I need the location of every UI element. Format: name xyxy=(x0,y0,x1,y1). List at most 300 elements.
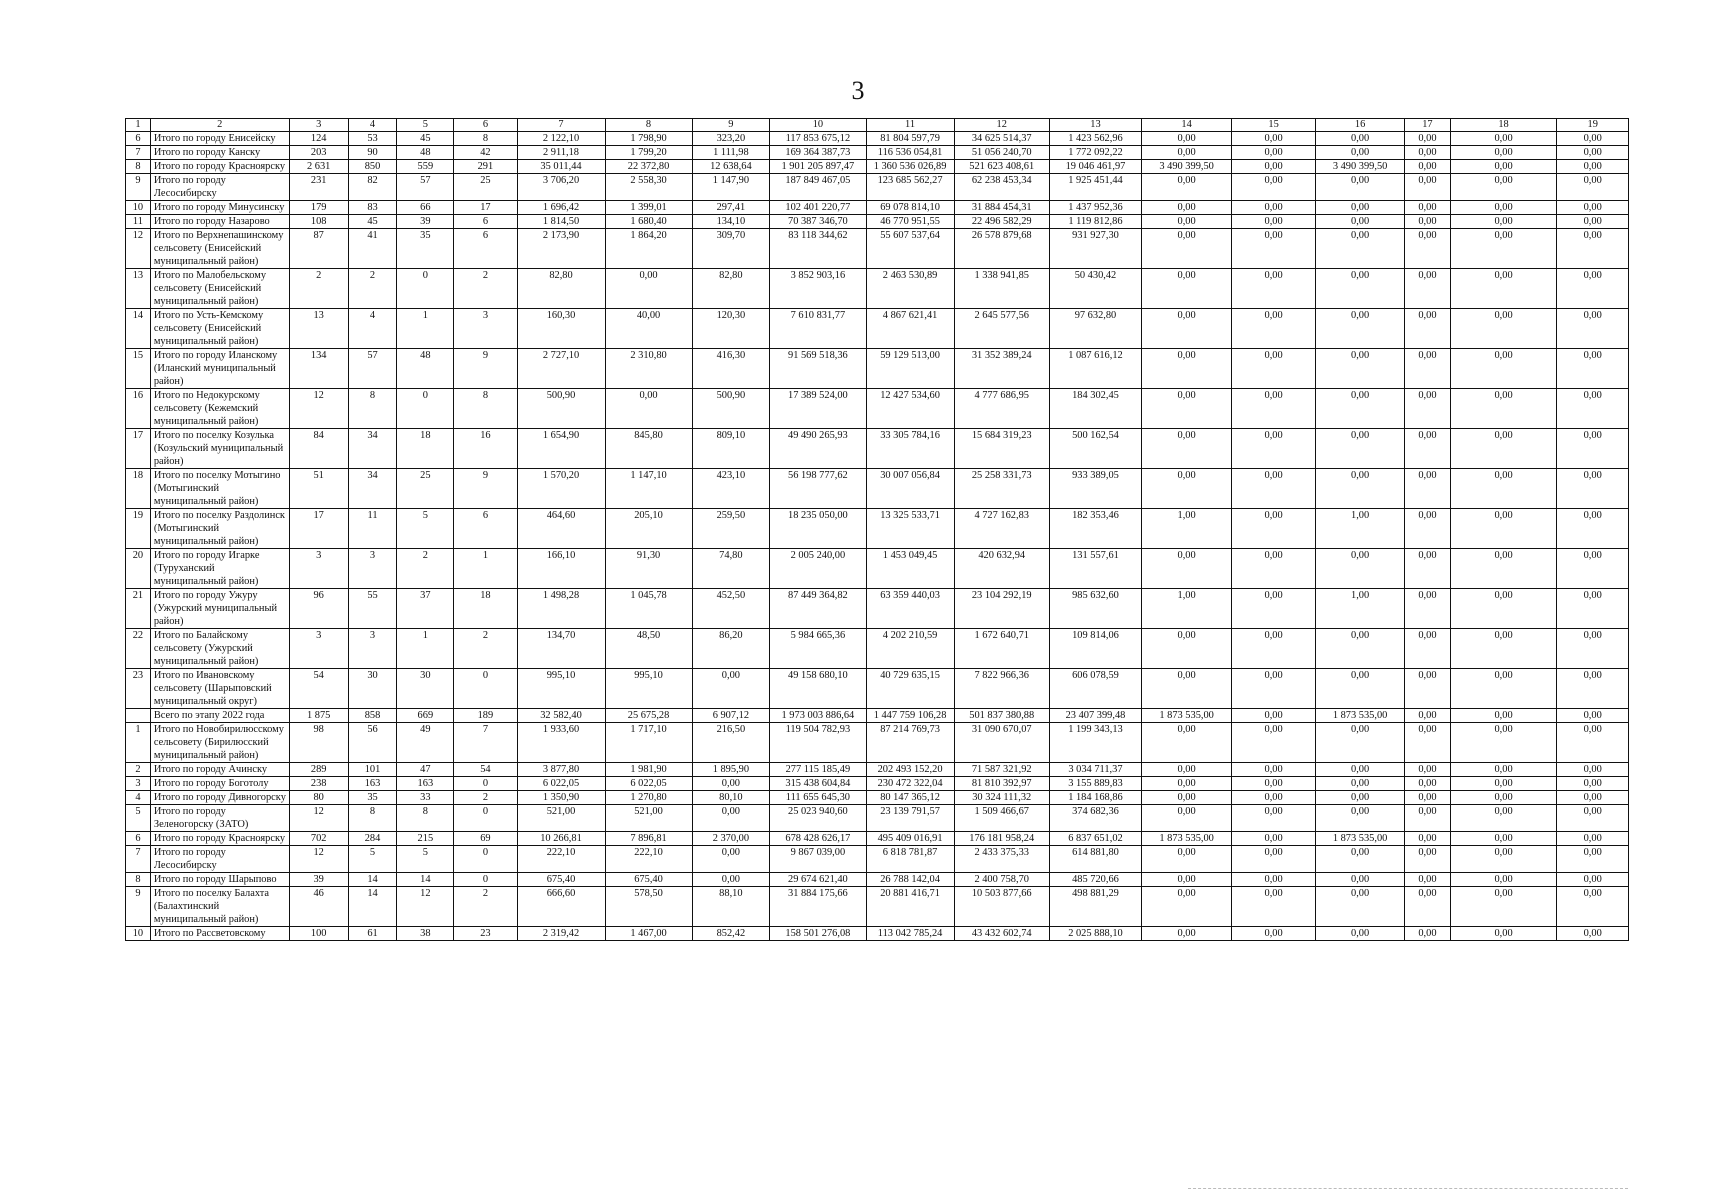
row-name: Итого по Рассветовскому xyxy=(150,927,289,941)
row-name: Итого по городу Иланскому (Иланский муниципальный район) xyxy=(150,349,289,389)
column-header: 11 xyxy=(866,119,954,132)
table-cell: 0,00 xyxy=(1232,429,1316,469)
table-cell: 0,00 xyxy=(1450,349,1557,389)
row-index: 8 xyxy=(126,873,151,887)
table-cell: 0,00 xyxy=(1142,791,1232,805)
table-cell: 0,00 xyxy=(605,269,692,309)
table-cell: 0,00 xyxy=(1450,791,1557,805)
table-cell: 6 xyxy=(454,509,517,549)
table-cell: 160,30 xyxy=(517,309,605,349)
table-cell: 4 777 686,95 xyxy=(954,389,1049,429)
table-cell: 1 873 535,00 xyxy=(1316,709,1405,723)
table-cell: 45 xyxy=(397,132,454,146)
table-cell: 3 706,20 xyxy=(517,174,605,201)
table-cell: 25 xyxy=(454,174,517,201)
table-cell: 0,00 xyxy=(1142,777,1232,791)
table-cell: 231 xyxy=(289,174,348,201)
table-cell: 50 430,42 xyxy=(1049,269,1141,309)
table-cell: 25 023 940,60 xyxy=(770,805,866,832)
table-cell: 3 xyxy=(289,629,348,669)
table-row xyxy=(126,805,1629,832)
table-cell: 0,00 xyxy=(1557,723,1629,763)
table-cell: 0,00 xyxy=(1557,549,1629,589)
table-row xyxy=(126,763,1629,777)
table-cell: 578,50 xyxy=(605,887,692,927)
table-cell: 0,00 xyxy=(1557,509,1629,549)
table-cell: 13 xyxy=(289,309,348,349)
table-cell: 0,00 xyxy=(1405,549,1451,589)
table-cell: 35 xyxy=(397,229,454,269)
table-row xyxy=(126,201,1629,215)
table-cell: 0,00 xyxy=(1232,215,1316,229)
table-cell: 0,00 xyxy=(1450,927,1557,941)
table-cell: 1 570,20 xyxy=(517,469,605,509)
row-index: 16 xyxy=(126,389,151,429)
table-cell: 84 xyxy=(289,429,348,469)
row-index: 12 xyxy=(126,229,151,269)
table-cell: 0,00 xyxy=(1405,146,1451,160)
table-cell: 2 433 375,33 xyxy=(954,846,1049,873)
table-cell: 216,50 xyxy=(692,723,770,763)
table-cell: 0,00 xyxy=(1405,791,1451,805)
table-cell: 2 173,90 xyxy=(517,229,605,269)
table-cell: 0,00 xyxy=(1557,389,1629,429)
table-cell: 123 685 562,27 xyxy=(866,174,954,201)
row-name: Итого по городу Красноярску xyxy=(150,160,289,174)
table-cell: 1,00 xyxy=(1316,509,1405,549)
table-cell: 0,00 xyxy=(1232,201,1316,215)
table-cell: 0,00 xyxy=(1316,723,1405,763)
table-cell: 0,00 xyxy=(1450,723,1557,763)
table-cell: 0,00 xyxy=(1405,723,1451,763)
table-cell: 485 720,66 xyxy=(1049,873,1141,887)
table-cell: 4 727 162,83 xyxy=(954,509,1049,549)
table-cell: 0 xyxy=(454,805,517,832)
table-cell: 0,00 xyxy=(1557,589,1629,629)
table-cell: 163 xyxy=(348,777,397,791)
table-cell: 182 353,46 xyxy=(1049,509,1141,549)
table-cell: 0,00 xyxy=(1232,846,1316,873)
table-cell: 1 xyxy=(397,309,454,349)
table-cell: 0,00 xyxy=(1557,873,1629,887)
table-cell: 809,10 xyxy=(692,429,770,469)
footer-divider xyxy=(1188,1188,1628,1189)
table-cell: 1 453 049,45 xyxy=(866,549,954,589)
row-name: Итого по поселку Мотыгино (Мотыгинский муниципальный район) xyxy=(150,469,289,509)
table-cell: 9 xyxy=(454,349,517,389)
table-cell: 18 xyxy=(454,589,517,629)
table-cell: 0,00 xyxy=(1405,589,1451,629)
table-cell: 500 162,54 xyxy=(1049,429,1141,469)
table-cell: 0,00 xyxy=(1405,927,1451,941)
table-cell: 3 xyxy=(454,309,517,349)
table-cell: 222,10 xyxy=(517,846,605,873)
table-row xyxy=(126,269,1629,309)
table-cell: 0,00 xyxy=(1232,873,1316,887)
page-number: 3 xyxy=(851,76,865,105)
table-cell: 57 xyxy=(397,174,454,201)
table-cell: 117 853 675,12 xyxy=(770,132,866,146)
table-cell: 4 867 621,41 xyxy=(866,309,954,349)
table-cell: 0,00 xyxy=(1405,160,1451,174)
table-cell: 0,00 xyxy=(1405,669,1451,709)
table-cell: 0,00 xyxy=(1405,832,1451,846)
table-cell: 0,00 xyxy=(1450,629,1557,669)
column-header: 18 xyxy=(1450,119,1557,132)
table-cell: 15 684 319,23 xyxy=(954,429,1049,469)
table-cell: 119 504 782,93 xyxy=(770,723,866,763)
table-cell: 2 463 530,89 xyxy=(866,269,954,309)
table-cell: 0,00 xyxy=(1142,389,1232,429)
table-cell: 0,00 xyxy=(1142,887,1232,927)
row-index: 13 xyxy=(126,269,151,309)
table-row xyxy=(126,887,1629,927)
row-name: Итого по городу Шарыпово xyxy=(150,873,289,887)
row-index: 18 xyxy=(126,469,151,509)
table-cell: 0,00 xyxy=(1316,805,1405,832)
table-cell: 66 xyxy=(397,201,454,215)
table-cell: 0,00 xyxy=(1232,146,1316,160)
table-cell: 51 xyxy=(289,469,348,509)
table-cell: 1 680,40 xyxy=(605,215,692,229)
table-cell: 91 569 518,36 xyxy=(770,349,866,389)
table-cell: 1 981,90 xyxy=(605,763,692,777)
table-cell: 0,00 xyxy=(1316,132,1405,146)
table-cell: 0,00 xyxy=(1405,846,1451,873)
table-cell: 0,00 xyxy=(692,777,770,791)
table-cell: 49 490 265,93 xyxy=(770,429,866,469)
table-cell: 31 884 175,66 xyxy=(770,887,866,927)
table-cell: 87 xyxy=(289,229,348,269)
table-cell: 0,00 xyxy=(1405,873,1451,887)
row-index: 3 xyxy=(126,777,151,791)
table-cell: 1 147,10 xyxy=(605,469,692,509)
table-cell: 47 xyxy=(397,763,454,777)
table-cell: 1 717,10 xyxy=(605,723,692,763)
table-cell: 56 xyxy=(348,723,397,763)
table-cell: 0,00 xyxy=(1450,215,1557,229)
table-cell: 0,00 xyxy=(1450,146,1557,160)
table-cell: 420 632,94 xyxy=(954,549,1049,589)
table-cell: 2 645 577,56 xyxy=(954,309,1049,349)
table-cell: 675,40 xyxy=(517,873,605,887)
table-cell: 54 xyxy=(454,763,517,777)
table-cell: 1 xyxy=(454,549,517,589)
table-cell: 29 674 621,40 xyxy=(770,873,866,887)
table-cell: 0,00 xyxy=(1232,927,1316,941)
table-cell: 1 447 759 106,28 xyxy=(866,709,954,723)
table-cell: 0,00 xyxy=(692,805,770,832)
table-cell: 63 359 440,03 xyxy=(866,589,954,629)
table-cell: 0,00 xyxy=(1316,846,1405,873)
row-index: 17 xyxy=(126,429,151,469)
table-cell: 1 933,60 xyxy=(517,723,605,763)
table-cell: 30 xyxy=(397,669,454,709)
table-cell: 2 911,18 xyxy=(517,146,605,160)
table-cell: 40 729 635,15 xyxy=(866,669,954,709)
table-cell: 11 xyxy=(348,509,397,549)
table-cell: 0,00 xyxy=(1450,201,1557,215)
table-cell: 97 632,80 xyxy=(1049,309,1141,349)
table-cell: 14 xyxy=(397,873,454,887)
table-cell: 166,10 xyxy=(517,549,605,589)
table-cell: 6 xyxy=(454,215,517,229)
row-name: Итого по Недокурскому сельсовету (Кежемский муниципальный район) xyxy=(150,389,289,429)
table-cell: 2 xyxy=(454,887,517,927)
table-row xyxy=(126,791,1629,805)
table-cell: 0,00 xyxy=(1450,873,1557,887)
table-cell: 0,00 xyxy=(1232,349,1316,389)
table-cell: 0,00 xyxy=(1316,791,1405,805)
table-cell: 10 266,81 xyxy=(517,832,605,846)
table-row xyxy=(126,509,1629,549)
table-cell: 1 147,90 xyxy=(692,174,770,201)
table-cell: 23 104 292,19 xyxy=(954,589,1049,629)
data-table xyxy=(125,118,1629,941)
table-row xyxy=(126,873,1629,887)
table-cell: 0,00 xyxy=(1142,201,1232,215)
table-cell: 37 xyxy=(397,589,454,629)
table-cell: 38 xyxy=(397,927,454,941)
table-cell: 1 798,90 xyxy=(605,132,692,146)
row-name: Итого по городу Красноярску xyxy=(150,832,289,846)
table-cell: 8 xyxy=(348,389,397,429)
table-cell: 277 115 185,49 xyxy=(770,763,866,777)
table-cell: 0,00 xyxy=(1557,832,1629,846)
table-cell: 284 xyxy=(348,832,397,846)
table-cell: 0,00 xyxy=(1142,132,1232,146)
table-cell: 83 xyxy=(348,201,397,215)
table-cell: 0 xyxy=(454,873,517,887)
table-cell: 12 xyxy=(397,887,454,927)
table-cell: 0,00 xyxy=(1450,589,1557,629)
table-cell: 2 319,42 xyxy=(517,927,605,941)
table-cell: 30 xyxy=(348,669,397,709)
table-cell: 0,00 xyxy=(1316,549,1405,589)
table-cell: 1 901 205 897,47 xyxy=(770,160,866,174)
table-cell: 0,00 xyxy=(1232,709,1316,723)
column-header: 12 xyxy=(954,119,1049,132)
table-cell: 0,00 xyxy=(1316,349,1405,389)
table-cell: 0,00 xyxy=(1450,174,1557,201)
table-row xyxy=(126,927,1629,941)
table-cell: 2 310,80 xyxy=(605,349,692,389)
table-cell: 0,00 xyxy=(1450,389,1557,429)
row-index: 11 xyxy=(126,215,151,229)
row-name: Итого по городу Ужуру (Ужурский муниципальный район) xyxy=(150,589,289,629)
column-header: 4 xyxy=(348,119,397,132)
table-cell: 464,60 xyxy=(517,509,605,549)
table-cell: 61 xyxy=(348,927,397,941)
table-row xyxy=(126,160,1629,174)
table-row xyxy=(126,349,1629,389)
table-cell: 20 881 416,71 xyxy=(866,887,954,927)
table-cell: 88,10 xyxy=(692,887,770,927)
row-name: Итого по Усть-Кемскому сельсовету (Енисейский муниципальный район) xyxy=(150,309,289,349)
table-cell: 0,00 xyxy=(1316,174,1405,201)
table-cell: 100 xyxy=(289,927,348,941)
table-cell: 1 350,90 xyxy=(517,791,605,805)
table-cell: 2 xyxy=(348,269,397,309)
table-cell: 62 238 453,34 xyxy=(954,174,1049,201)
table-cell: 0,00 xyxy=(1405,763,1451,777)
table-cell: 0,00 xyxy=(1316,229,1405,269)
table-cell: 423,10 xyxy=(692,469,770,509)
table-cell: 31 352 389,24 xyxy=(954,349,1049,389)
table-cell: 4 xyxy=(348,309,397,349)
row-index: 6 xyxy=(126,832,151,846)
table-cell: 0,00 xyxy=(1232,174,1316,201)
table-cell: 0,00 xyxy=(1450,309,1557,349)
table-cell: 1,00 xyxy=(1142,509,1232,549)
table-cell: 2 005 240,00 xyxy=(770,549,866,589)
row-index: 14 xyxy=(126,309,151,349)
table-cell: 0 xyxy=(454,846,517,873)
table-cell: 0,00 xyxy=(1232,887,1316,927)
table-cell: 3 xyxy=(289,549,348,589)
column-header: 17 xyxy=(1405,119,1451,132)
table-cell: 4 202 210,59 xyxy=(866,629,954,669)
table-cell: 1 895,90 xyxy=(692,763,770,777)
table-row xyxy=(126,777,1629,791)
table-cell: 6 837 651,02 xyxy=(1049,832,1141,846)
table-cell: 995,10 xyxy=(605,669,692,709)
table-cell: 0,00 xyxy=(605,389,692,429)
table-cell: 0,00 xyxy=(1142,846,1232,873)
table-cell: 0,00 xyxy=(1316,777,1405,791)
table-cell: 215 xyxy=(397,832,454,846)
table-cell: 0,00 xyxy=(1316,469,1405,509)
row-index: 6 xyxy=(126,132,151,146)
row-name: Итого по Ивановскому сельсовету (Шарыповский муниципальный округ) xyxy=(150,669,289,709)
table-cell: 116 536 054,81 xyxy=(866,146,954,160)
table-cell: 0,00 xyxy=(1405,469,1451,509)
table-cell: 0 xyxy=(397,269,454,309)
table-cell: 18 xyxy=(397,429,454,469)
table-cell: 1 509 466,67 xyxy=(954,805,1049,832)
table-cell: 1 654,90 xyxy=(517,429,605,469)
table-cell: 8 xyxy=(454,389,517,429)
table-cell: 131 557,61 xyxy=(1049,549,1141,589)
table-cell: 1 672 640,71 xyxy=(954,629,1049,669)
row-name: Итого по городу Игарке (Туруханский муниципальный район) xyxy=(150,549,289,589)
table-cell: 2 727,10 xyxy=(517,349,605,389)
table-cell: 0,00 xyxy=(1142,469,1232,509)
table-cell: 96 xyxy=(289,589,348,629)
table-cell: 42 xyxy=(454,146,517,160)
table-row xyxy=(126,429,1629,469)
table-row xyxy=(126,309,1629,349)
table-cell: 179 xyxy=(289,201,348,215)
table-cell: 858 xyxy=(348,709,397,723)
table-cell: 51 056 240,70 xyxy=(954,146,1049,160)
table-cell: 17 xyxy=(454,201,517,215)
row-index: 23 xyxy=(126,669,151,709)
table-cell: 0,00 xyxy=(1142,873,1232,887)
column-header: 14 xyxy=(1142,119,1232,132)
row-name: Итого по городу Боготолу xyxy=(150,777,289,791)
table-cell: 2 xyxy=(454,269,517,309)
table-cell: 0,00 xyxy=(1142,723,1232,763)
table-cell: 32 582,40 xyxy=(517,709,605,723)
table-cell: 33 xyxy=(397,791,454,805)
table-cell: 12 638,64 xyxy=(692,160,770,174)
table-cell: 2 xyxy=(454,791,517,805)
table-cell: 1 772 092,22 xyxy=(1049,146,1141,160)
table-cell: 1 799,20 xyxy=(605,146,692,160)
table-cell: 0,00 xyxy=(1450,669,1557,709)
table-cell: 176 181 958,24 xyxy=(954,832,1049,846)
table-cell: 45 xyxy=(348,215,397,229)
table-cell: 0,00 xyxy=(1557,215,1629,229)
table-cell: 189 xyxy=(454,709,517,723)
row-name: Итого по Новобирилюсскому сельсовету (Бирилюсский муниципальный район) xyxy=(150,723,289,763)
table-cell: 2 xyxy=(454,629,517,669)
column-header: 5 xyxy=(397,119,454,132)
table-cell: 0,00 xyxy=(1557,763,1629,777)
table-cell: 57 xyxy=(348,349,397,389)
table-cell: 3 877,80 xyxy=(517,763,605,777)
table-cell: 54 xyxy=(289,669,348,709)
table-cell: 69 078 814,10 xyxy=(866,201,954,215)
table-cell: 323,20 xyxy=(692,132,770,146)
table-row xyxy=(126,229,1629,269)
table-cell: 2 122,10 xyxy=(517,132,605,146)
table-cell: 53 xyxy=(348,132,397,146)
row-index: 9 xyxy=(126,174,151,201)
table-cell: 0,00 xyxy=(1405,509,1451,549)
table-cell: 931 927,30 xyxy=(1049,229,1141,269)
table-cell: 0,00 xyxy=(1142,629,1232,669)
table-cell: 0,00 xyxy=(1450,709,1557,723)
table-cell: 0,00 xyxy=(1142,309,1232,349)
table-cell: 0,00 xyxy=(1232,763,1316,777)
table-cell: 501 837 380,88 xyxy=(954,709,1049,723)
table-cell: 1,00 xyxy=(1142,589,1232,629)
table-row xyxy=(126,146,1629,160)
row-name: Итого по городу Лесосибирску xyxy=(150,846,289,873)
table-cell: 0,00 xyxy=(1405,389,1451,429)
table-cell: 81 804 597,79 xyxy=(866,132,954,146)
table-cell: 1 199 343,13 xyxy=(1049,723,1141,763)
table-cell: 933 389,05 xyxy=(1049,469,1141,509)
column-header: 1 xyxy=(126,119,151,132)
row-index: 19 xyxy=(126,509,151,549)
table-cell: 0,00 xyxy=(1557,846,1629,873)
table-cell: 669 xyxy=(397,709,454,723)
table-cell: 0,00 xyxy=(1450,763,1557,777)
table-cell: 0,00 xyxy=(1232,229,1316,269)
table-cell: 0,00 xyxy=(1557,927,1629,941)
row-name: Итого по городу Ачинску xyxy=(150,763,289,777)
table-cell: 80 xyxy=(289,791,348,805)
table-cell: 1 437 952,36 xyxy=(1049,201,1141,215)
table-cell: 291 xyxy=(454,160,517,174)
table-cell: 1 873 535,00 xyxy=(1316,832,1405,846)
table-cell: 8 xyxy=(397,805,454,832)
table-cell: 0,00 xyxy=(1450,887,1557,927)
row-index: 15 xyxy=(126,349,151,389)
table-cell: 521 623 408,61 xyxy=(954,160,1049,174)
table-cell: 852,42 xyxy=(692,927,770,941)
table-cell: 3 155 889,83 xyxy=(1049,777,1141,791)
table-cell: 0,00 xyxy=(1316,887,1405,927)
table-cell: 12 xyxy=(289,805,348,832)
table-cell: 48 xyxy=(397,349,454,389)
column-header: 3 xyxy=(289,119,348,132)
table-cell: 7 610 831,77 xyxy=(770,309,866,349)
table-cell: 1 864,20 xyxy=(605,229,692,269)
